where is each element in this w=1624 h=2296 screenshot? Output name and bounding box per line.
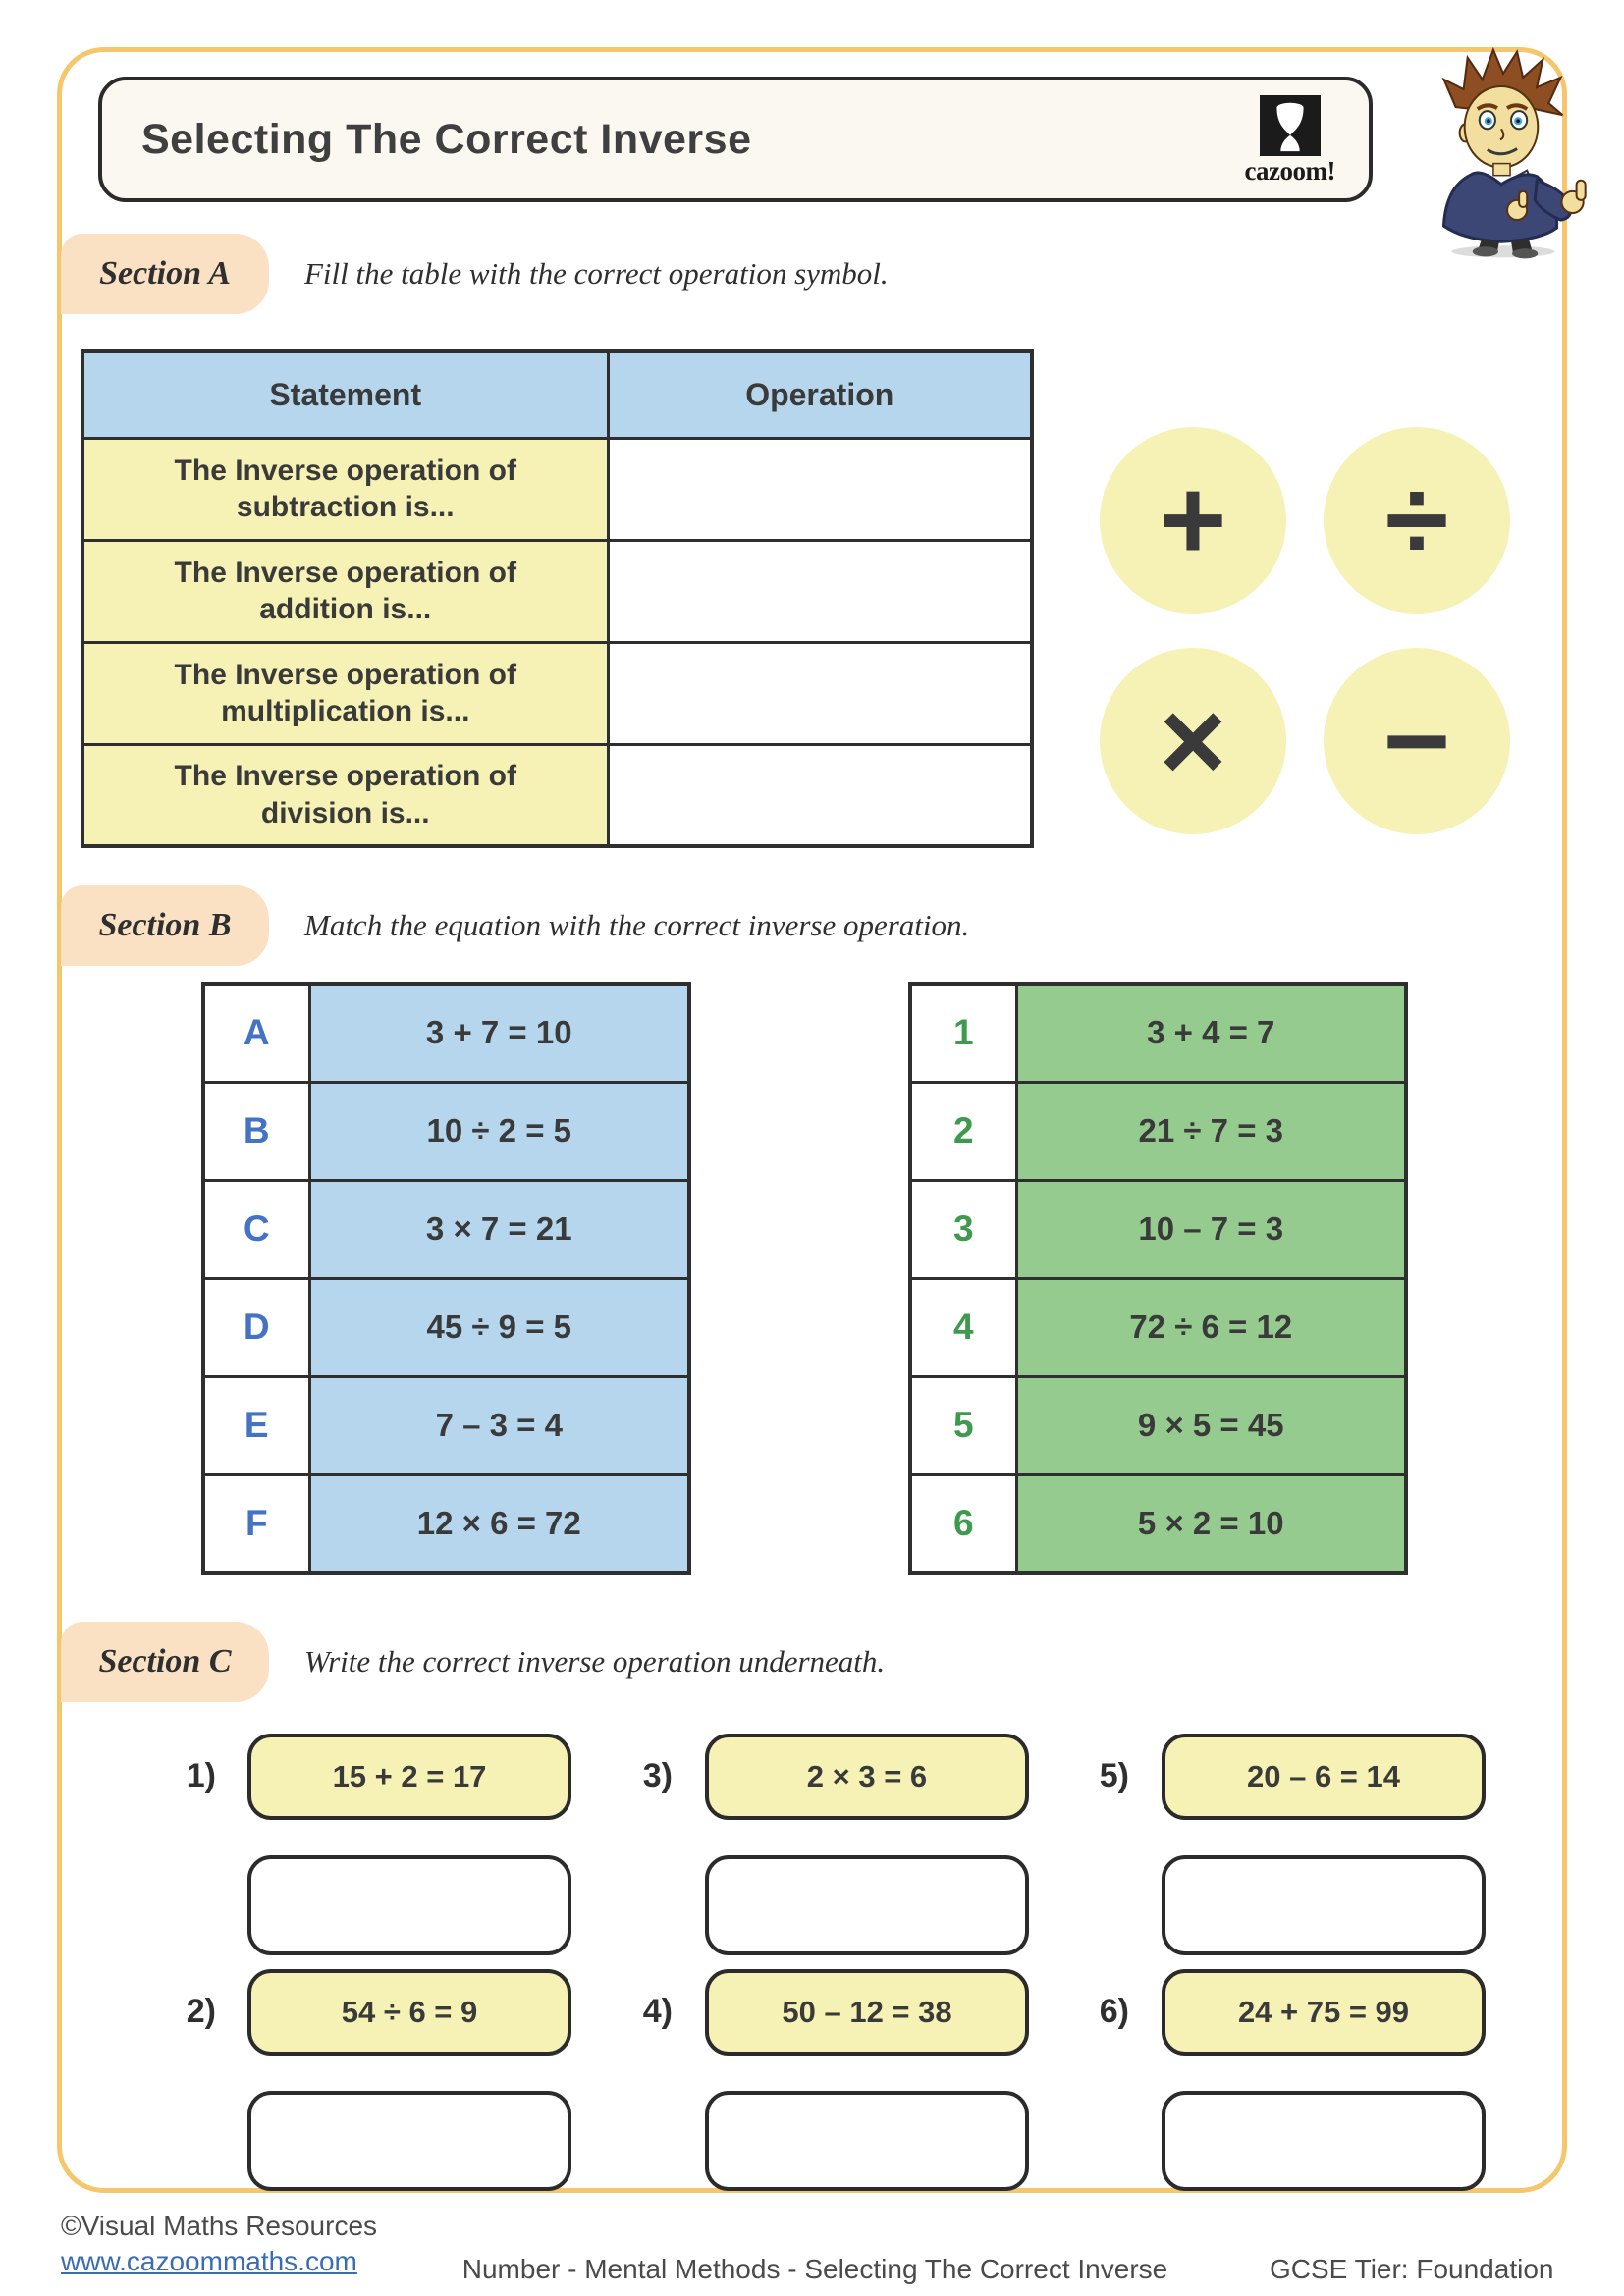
row-letter: D xyxy=(203,1278,309,1376)
match-row xyxy=(203,1180,689,1278)
multiply-symbol-circle xyxy=(1100,648,1286,834)
operation-table xyxy=(81,349,1034,848)
plus-symbol-circle xyxy=(1100,427,1286,614)
row-letter: F xyxy=(203,1474,309,1573)
equation-cell: 10 – 7 = 3 xyxy=(1016,1180,1406,1278)
statement-row xyxy=(82,540,1032,642)
statement-cell: The Inverse operation of addition is... xyxy=(82,540,608,642)
equation-text: 2 × 3 = 6 xyxy=(806,1759,928,1793)
mascot-thumbs-up xyxy=(1577,181,1586,200)
match-row xyxy=(910,1474,1406,1573)
mascot-character xyxy=(1386,45,1624,259)
answer-box[interactable] xyxy=(247,1855,571,1955)
item-number: 4) xyxy=(642,1993,673,2030)
divide-symbol: ÷ xyxy=(1384,455,1449,585)
website-link[interactable]: www.cazoommaths.com xyxy=(61,2246,357,2276)
statement-cell: The Inverse operation of multiplication is... xyxy=(82,642,608,744)
match-row xyxy=(910,1082,1406,1180)
inverse-equations-table-numbers xyxy=(908,982,1408,1575)
cazoom-logo-text: cazoom! xyxy=(1244,155,1335,186)
equation-box xyxy=(247,1969,571,2056)
statement-cell: The Inverse operation of division is... xyxy=(82,744,608,846)
equation-cell: 3 + 4 = 7 xyxy=(1016,984,1406,1082)
copyright-text: ©Visual Maths Resources xyxy=(61,2211,378,2241)
row-letter: C xyxy=(203,1180,309,1278)
equation-text: 15 + 2 = 17 xyxy=(332,1759,487,1793)
row-number: 1 xyxy=(910,984,1016,1082)
row-number: 6 xyxy=(910,1474,1016,1573)
equation-cell: 7 – 3 = 4 xyxy=(309,1376,689,1474)
item-number: 5) xyxy=(1099,1757,1129,1794)
row-letter: E xyxy=(203,1376,309,1474)
match-row xyxy=(203,1376,689,1474)
equation-cell: 45 ÷ 9 = 5 xyxy=(309,1278,689,1376)
multiply-symbol: × xyxy=(1159,676,1227,806)
minus-symbol: − xyxy=(1382,676,1451,806)
operation-table-header xyxy=(82,351,1032,438)
worksheet-category: Number - Mental Methods - Selecting The Correct Inverse xyxy=(461,2254,1168,2284)
column-header-operation: Operation xyxy=(608,351,1032,438)
item-number: 2) xyxy=(186,1993,216,2030)
answer-box[interactable] xyxy=(705,1855,1029,1955)
minus-symbol-circle xyxy=(1324,648,1510,834)
equation-box xyxy=(247,1734,571,1820)
row-number: 3 xyxy=(910,1180,1016,1278)
equation-cell: 12 × 6 = 72 xyxy=(309,1474,689,1573)
equation-box xyxy=(705,1734,1029,1820)
match-row xyxy=(910,1376,1406,1474)
match-row xyxy=(203,1278,689,1376)
equation-cell: 72 ÷ 6 = 12 xyxy=(1016,1278,1406,1376)
equation-cell: 3 × 7 = 21 xyxy=(309,1180,689,1278)
title-bar xyxy=(98,77,1373,202)
equation-cell: 3 + 7 = 10 xyxy=(309,984,689,1082)
match-row xyxy=(203,1474,689,1573)
divide-symbol-circle xyxy=(1324,427,1510,614)
equation-box xyxy=(1162,1969,1486,2056)
operation-answer-cell[interactable] xyxy=(608,438,1032,540)
equation-text: 20 – 6 = 14 xyxy=(1247,1759,1400,1793)
statement-row xyxy=(82,744,1032,846)
equation-box xyxy=(705,1969,1029,2056)
match-row xyxy=(910,1180,1406,1278)
statement-row xyxy=(82,642,1032,744)
plus-symbol: + xyxy=(1159,455,1227,585)
page-title: Selecting The Correct Inverse xyxy=(141,115,752,163)
cazoom-logo xyxy=(1245,95,1335,185)
equation-box xyxy=(1162,1734,1486,1820)
equation-text: 24 + 75 = 99 xyxy=(1237,1995,1410,2029)
item-number: 6) xyxy=(1099,1993,1129,2030)
answer-box[interactable] xyxy=(1162,1855,1486,1955)
section-a-instruction: Fill the table with the correct operation symbol. xyxy=(304,256,889,291)
row-number: 5 xyxy=(910,1376,1016,1474)
gcse-tier-label: GCSE Tier: Foundation xyxy=(1270,2254,1554,2284)
column-header-statement: Statement xyxy=(82,351,608,438)
operation-answer-cell[interactable] xyxy=(608,744,1032,846)
equation-cell: 10 ÷ 2 = 5 xyxy=(309,1082,689,1180)
match-row xyxy=(203,1082,689,1180)
answer-box[interactable] xyxy=(1162,2091,1486,2191)
equations-table-letters xyxy=(201,982,691,1575)
section-b-label: Section B xyxy=(61,885,269,966)
equation-text: 54 ÷ 6 = 9 xyxy=(341,1995,478,2029)
section-a-label: Section A xyxy=(61,234,269,314)
item-number: 3) xyxy=(642,1757,673,1794)
row-number: 4 xyxy=(910,1278,1016,1376)
match-row xyxy=(203,984,689,1082)
operation-answer-cell[interactable] xyxy=(608,540,1032,642)
section-c-label: Section C xyxy=(61,1622,269,1702)
section-c-instruction: Write the correct inverse operation underneath. xyxy=(304,1644,886,1679)
row-letter: B xyxy=(203,1082,309,1180)
answer-box[interactable] xyxy=(705,2091,1029,2191)
row-letter: A xyxy=(203,984,309,1082)
statement-cell: The Inverse operation of subtraction is... xyxy=(82,438,608,540)
item-number: 1) xyxy=(186,1757,216,1794)
cazoom-hourglass-icon xyxy=(1260,95,1321,156)
equation-text: 50 – 12 = 38 xyxy=(782,1995,952,2029)
equation-cell: 21 ÷ 7 = 3 xyxy=(1016,1082,1406,1180)
answer-box[interactable] xyxy=(247,2091,571,2191)
statement-row xyxy=(82,438,1032,540)
match-row xyxy=(910,1278,1406,1376)
equation-cell: 5 × 2 = 10 xyxy=(1016,1474,1406,1573)
equation-cell: 9 × 5 = 45 xyxy=(1016,1376,1406,1474)
match-row xyxy=(910,984,1406,1082)
section-b-instruction: Match the equation with the correct inverse operation. xyxy=(304,908,970,942)
row-number: 2 xyxy=(910,1082,1016,1180)
operation-answer-cell[interactable] xyxy=(608,642,1032,744)
